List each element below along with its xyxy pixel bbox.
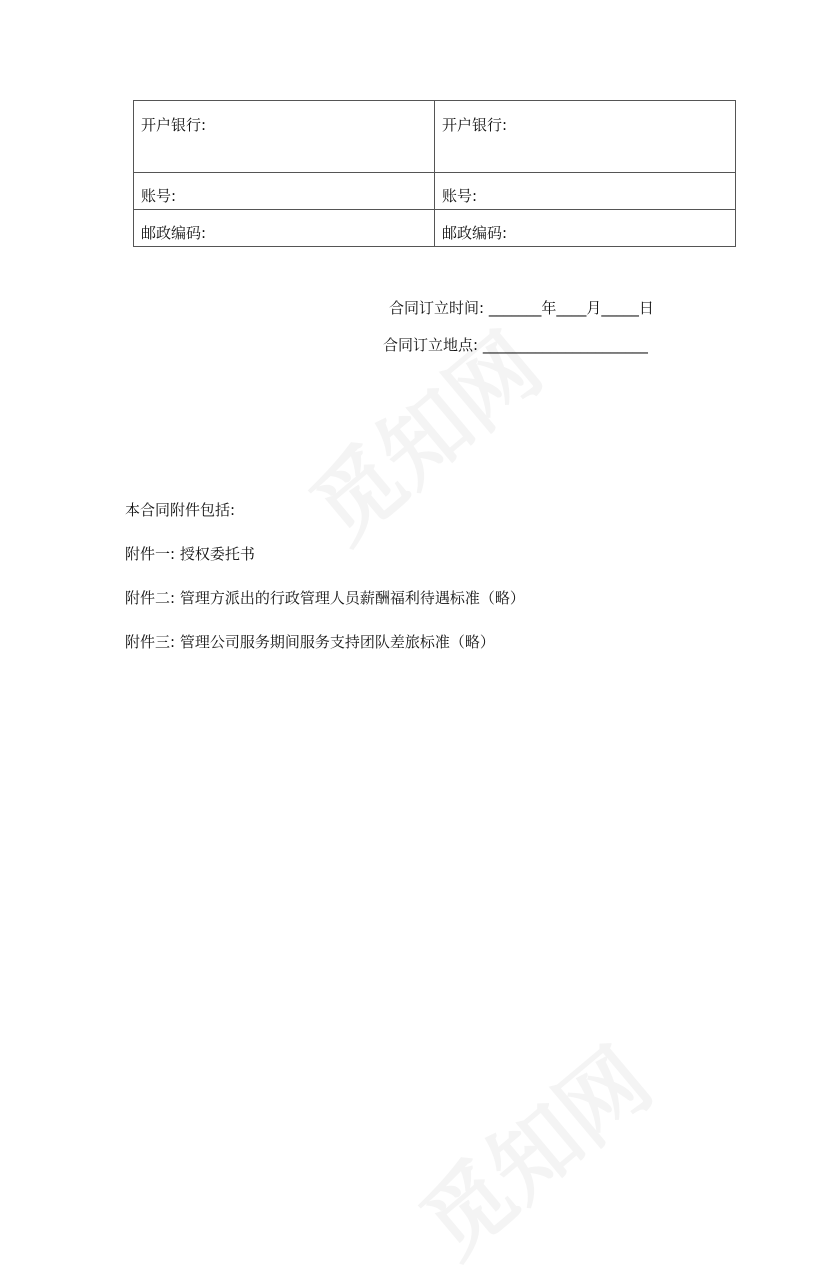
bank-info-table <box>133 100 736 247</box>
attachment-item: 附件二: 管理方派出的行政管理人员薪酬福利待遇标准（略） <box>125 589 525 607</box>
table-row <box>134 173 736 210</box>
watermark <box>390 1015 673 1281</box>
attachment-item: 附件一: 授权委托书 <box>125 545 255 563</box>
postcode-cell-left: 邮政编码: <box>134 210 435 247</box>
postcode-cell-right: 邮政编码: <box>435 210 736 247</box>
contract-signing-place: 合同订立地点: ______________________ <box>383 336 648 354</box>
table-row <box>134 101 736 173</box>
attachment-item: 附件三: 管理公司服务期间服务支持团队差旅标准（略） <box>125 633 495 651</box>
bank-name-cell-right: 开户银行: <box>435 101 736 173</box>
account-cell-left: 账号: <box>134 173 435 210</box>
account-cell-right: 账号: <box>435 173 736 210</box>
bank-name-cell-left: 开户银行: <box>134 101 435 173</box>
table-row <box>134 210 736 247</box>
contract-signing-time: 合同订立时间: _______年____月_____日 <box>389 299 654 317</box>
attachments-heading: 本合同附件包括: <box>125 501 236 519</box>
